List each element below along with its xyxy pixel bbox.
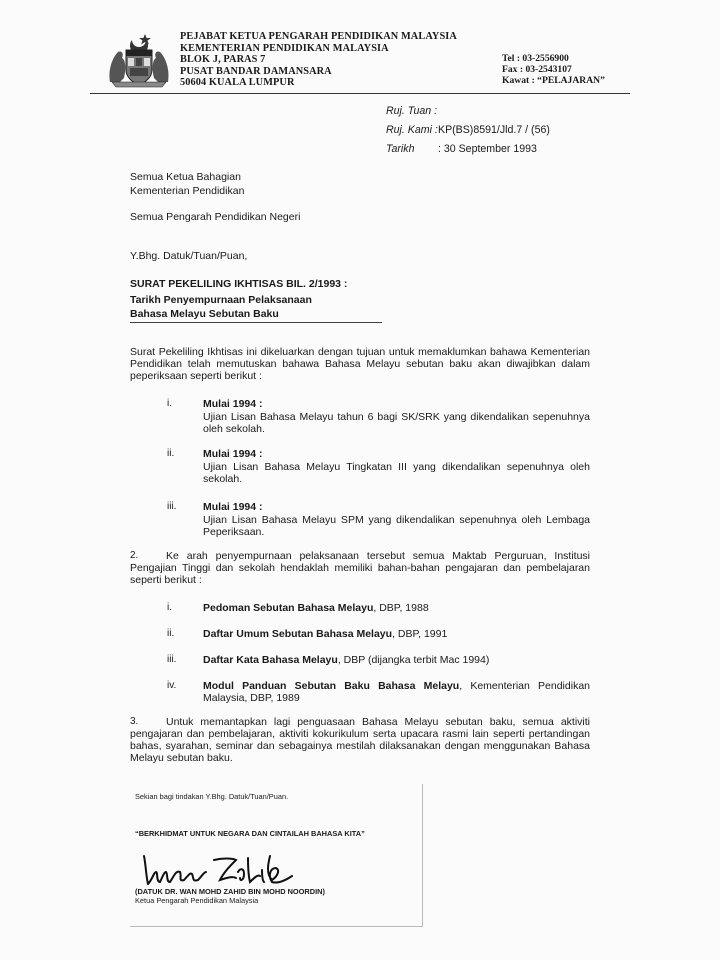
fax: Fax : 03-2543107 (502, 63, 572, 75)
reference-item (203, 602, 429, 614)
paragraph-number: 2. (130, 550, 139, 561)
list-item-title: Mulai 1994 : (203, 501, 263, 513)
salutation: Y.Bhg. Datuk/Tuan/Puan, (130, 250, 248, 262)
tarikh-label: Tarikh (386, 143, 415, 155)
motto: “BERKHIDMAT UNTUK NEGARA DAN CINTAILAH BAHASA KITA” (135, 829, 365, 838)
list-number: iii. (167, 501, 177, 512)
list-number: i. (167, 398, 172, 409)
list-item-title: Mulai 1994 : (203, 398, 263, 410)
letterhead-line: PUSAT BANDAR DAMANSARA (180, 65, 332, 77)
paragraph-2: Ke arah penyempurnaan pelaksanaan tersebut semua Maktab Perguruan, Institusi Pengajian Tinggi dan sekolah hendaklah memiliki bahan-bahan pengajaran dan pembelajaran seperti berikut : (130, 550, 590, 586)
telephone: Tel : 03-2556900 (502, 53, 569, 64)
signer-title: Ketua Pengarah Pendidikan Malaysia (135, 896, 259, 905)
list-number: iv. (167, 680, 177, 691)
list-item-text: Ujian Lisan Bahasa Melayu SPM yang dikendalikan sepenuhnya oleh Lembaga Peperiksaan. (203, 514, 590, 538)
ruj-kami-value: KP(BS)8591/Jld.7 / (56) (438, 124, 550, 136)
reference-title: Daftar Umum Sebutan Bahasa Melayu (203, 628, 393, 640)
reference-item (203, 654, 489, 666)
tarikh-value: : 30 September 1993 (438, 143, 537, 155)
letterhead-address (180, 31, 457, 89)
reference-title: Pedoman Sebutan Bahasa Melayu (203, 602, 374, 614)
list-item-text: Ujian Lisan Bahasa Melayu tahun 6 bagi SK/SRK yang dikendalikan sepenuhnya oleh sekolah. (203, 411, 590, 435)
reference-detail: , DBP (dijangka terbit Mac 1994) (337, 654, 490, 666)
subject-underline (130, 322, 382, 323)
list-number: ii. (167, 448, 175, 459)
letterhead-line: 50604 KUALA LUMPUR (180, 77, 295, 89)
reference-detail: , DBP, 1991 (392, 628, 448, 640)
subject-line: Bahasa Melayu Sebutan Baku (130, 308, 279, 320)
reference-detail: , DBP, 1988 (373, 602, 429, 614)
recipient-line: Kementerian Pendidikan (130, 185, 245, 197)
reference-title: Daftar Kata Bahasa Melayu (203, 654, 338, 666)
recipient-line: Semua Pengarah Pendidikan Negeri (130, 211, 301, 223)
ruj-tuan-label: Ruj. Tuan : (386, 105, 438, 117)
reference-title: Modul Panduan Sebutan Baku Bahasa Melayu (203, 680, 460, 692)
paragraph-3: Untuk memantapkan lagi penguasaan Bahasa Melayu sebutan baku, semua aktiviti pengajaran dan pembelajaran, aktiviti kokurikulum serta upacara rasmi lain seperti pertandingan bahas, syarahan, seminar dan sebagainya mestilah dilaksanakan dengan menggunakan Bahasa Melayu sebutan baku. (130, 716, 590, 764)
letterhead-line: PEJABAT KETUA PENGARAH PENDIDIKAN MALAYSIA (180, 31, 457, 42)
subject-title: SURAT PEKELILING IKHTISAS BIL. 2/1993 : (130, 278, 348, 290)
coat-of-arms-icon (104, 30, 174, 88)
list-number: iii. (167, 654, 177, 665)
paragraph-number: 3. (130, 716, 139, 727)
handwritten-signature (140, 850, 300, 890)
ruj-kami-label: Ruj. Kami : (386, 124, 438, 136)
letterhead-line: BLOK J, PARAS 7 (180, 54, 266, 66)
signer-name: (DATUK DR. WAN MOHD ZAHID BIN MOHD NOORDIN) (135, 887, 325, 896)
reference-item (203, 680, 590, 704)
reference-item (203, 628, 447, 640)
list-number: i. (167, 602, 172, 613)
reference-block (386, 102, 550, 159)
list-item-text: Ujian Lisan Bahasa Melayu Tingkatan III yang dikendalikan sepenuhnya oleh sekolah. (203, 461, 590, 485)
list-number: ii. (167, 628, 175, 639)
intro-paragraph: Surat Pekeliling Ikhtisas ini dikeluarkan dengan tujuan untuk memaklumkan bahawa Kementerian Pendidikan telah memutuskan bahawa Bahasa Melayu sebutan baku akan diwajibkan dalam peperiksaan seperti berikut : (130, 346, 590, 382)
closing-line: Sekian bagi tindakan Y.Bhg. Datuk/Tuan/Puan. (135, 792, 289, 801)
reference-detail: , Kementerian Pendidikan Malaysia, DBP, 1989 (203, 680, 590, 704)
letterhead-divider (90, 93, 630, 94)
list-item-title: Mulai 1994 : (203, 448, 263, 460)
letterhead-contact (502, 54, 605, 86)
subject-line: Tarikh Penyempurnaan Pelaksanaan (130, 294, 312, 306)
recipient-line: Semua Ketua Bahagian (130, 171, 241, 183)
letterhead-line: KEMENTERIAN PENDIDIKAN MALAYSIA (180, 42, 389, 54)
telegram: Kawat : “PELAJARAN” (502, 74, 605, 86)
